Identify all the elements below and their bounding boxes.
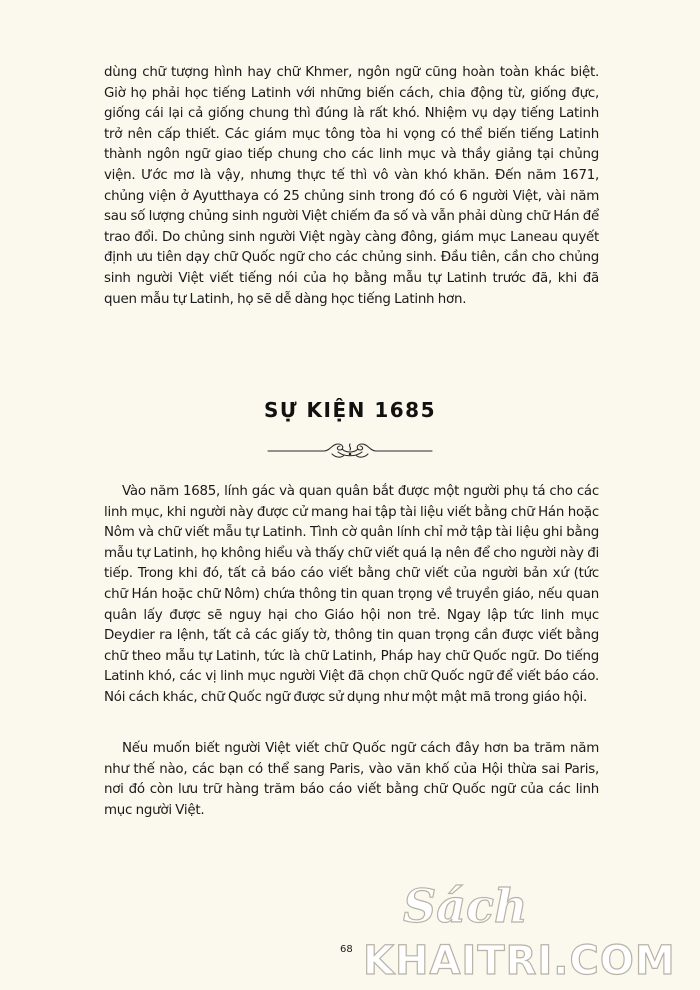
section-heading: SỰ KIỆN 1685 — [263, 398, 437, 422]
ornament-divider-icon — [266, 438, 434, 460]
paragraph-event: Vào năm 1685, lính gác và quan quân bắt được một người phụ tá cho các linh mục, khi người này được cử mang hai tập tài liệu viết bằng chữ Hán hoặc Nôm và chữ viết mẫu tự Latinh. Tình cờ quân lính chỉ mở tập tài liệu ghi bằng mẫu tự Latinh, họ không hiểu và thấy chữ viết quá lạ nên để cho người này đi tiếp. Trong khi đó, tất cả báo cáo viết bằng chữ viết của người bản xứ (tức chữ Hán hoặc chữ Nôm) chứa thông tin quan trọng về truyền giáo, nếu quan quân lấy được sẽ nguy hại cho Giáo hội non trẻ. Ngay lập tức linh mục Deydier ra lệnh, tất cả các giấy tờ, thông tin quan trọng cần được viết bằng chữ theo mẫu tự Latinh, tức là chữ Latinh, Pháp hay chữ Quốc ngữ. Do tiếng Latinh khó, các vị linh mục người Việt đã chọn chữ Quốc ngữ để viết báo cáo. Nói cách khác, chữ Quốc ngữ được sử dụng như một mật mã trong giáo hội. — [104, 484, 599, 705]
paragraph-intro: dùng chữ tượng hình hay chữ Khmer, ngôn ngữ cũng hoàn toàn khác biệt. Giờ họ phải học tiếng Latinh với những biến cách, chia động từ, giống đực, giống cái lại cả giống chung thì đúng là rất khó. Nhiệm vụ dạy tiếng Latinh trở nên cấp thiết. Các giám mục tông tòa hi vọng có thể biến tiếng Latinh thành ngôn ngữ giao tiếp chung cho các linh mục và thầy giảng tại chủng viện. Ước mơ là vậy, nhưng thực tế thì vô vàn khó khăn. Đến năm 1671, chủng viện ở Ayutthaya có 25 chủng sinh trong đó có 6 người Việt, vài năm sau số lượng chủng sinh người Việt chiếm đa số và vẫn phải dùng chữ Hán để trao đổi. Do chủng sinh người Việt ngày càng đông, giám mục Laneau quyết định ưu tiên dạy chữ Quốc ngữ cho các chủng sinh. Đầu tiên, cần cho chủng sinh người Việt viết tiếng nói của họ bằng mẫu tự Latinh trước đã, khi đã quen mẫu tự Latinh, họ sẽ dễ dàng học tiếng Latinh hơn. — [104, 65, 599, 307]
watermark-script-text: Sách — [403, 879, 528, 933]
watermark-brand-text: KHAITRI.COM — [363, 938, 676, 980]
page-number: 68 — [340, 944, 353, 955]
watermark-logo — [355, 870, 685, 980]
paragraph-archive: Nếu muốn biết người Việt viết chữ Quốc ngữ cách đây hơn ba trăm năm như thế nào, các bạn có thể sang Paris, vào văn khố của Hội thừa sai Paris, nơi đó còn lưu trữ hàng trăm báo cáo viết bằng chữ Quốc ngữ của các linh mục người Việt. — [104, 741, 599, 818]
